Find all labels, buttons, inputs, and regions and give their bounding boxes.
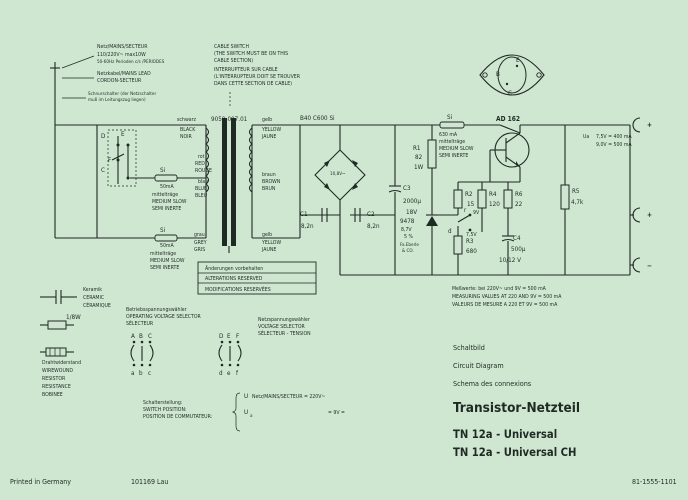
r5-value: 4,7k [571,199,584,206]
wire-yellow-bottom: YELLOW [262,240,282,246]
model-1: TN 12a - Universal [453,428,558,441]
cable-switch-1: CABLE SWITCH [214,44,249,50]
wire-jaune-bottom: JAUNE [262,247,277,253]
legend-wire-1: Drahtwiderstand [42,360,82,366]
mains-selector-de: Netzspannungswähler [258,317,310,323]
tap-9v: 9V [473,210,480,216]
fuse-1-desc-2: MEDIUM SLOW [152,199,187,205]
op-letter-la: a [131,370,135,377]
changes-en: ALTERATIONS RESERVED [205,276,263,282]
legend-wire-4: RESISTANCE [42,384,71,390]
op-selector-en: OPERATING VOLTAGE SELECTOR [126,314,201,320]
op-letter-b: B [139,333,143,340]
wire-blue: BLUE [195,186,207,192]
footer-number: 81-1555-1101 [632,478,677,486]
u-sub-a: a [250,414,253,419]
legend-ceramic-de: Keramik [83,287,102,293]
switch-label-c: C [101,167,105,174]
wire-gelb-bottom: gelb [262,232,273,238]
wire-yellow-top: YELLOW [262,127,282,133]
c4-voltage: 10/12 V [499,257,521,264]
output-spec-2: 9,0V = 500 mA [596,142,632,148]
c1-label: C1 [300,211,308,218]
mains-cable-2: CORDON-SECTEUR [97,78,142,84]
transformer-part-number: 9050-007.01 [211,116,248,123]
switch-position-de: Schalterstellung: [143,400,183,406]
wire-brun: BRUN [262,186,276,192]
cable-switch-2: (THE SWITCH MUST BE ON THIS [214,51,289,57]
pin-b: B [496,71,500,78]
wire-braun: braun [262,172,276,178]
mains-cable-1: Netzkabel/MAINS LEAD [97,71,151,77]
c4-value: 500µ [511,246,526,253]
switch-label-f: F [108,157,112,164]
u-out: = 9V = [328,410,345,416]
wire-blau: blau [198,179,209,185]
c1-value: 8,2n [301,223,314,230]
measure-de: Meßwerte: bei 220V~ und 9V = 500 mA [452,286,546,292]
mains-letter-f: F [236,333,240,340]
legend-ceramic-fr: CÉRAMIQUE [83,303,111,309]
legend-resistor-power: 1/8W [66,314,81,321]
zener-maker-1: Fa.Eberle [400,243,419,248]
mains-switch-2: muß im Leitungszug liegen) [88,98,146,103]
fuse-1-desc-3: SEMI INERTE [152,206,182,212]
transistor-package [480,55,544,95]
title-en: Circuit Diagram [453,361,504,370]
title-fr: Schema des connexions [453,379,532,388]
legend-ceramic-symbol [40,290,77,304]
fuse-2-label: Si [160,227,166,234]
mains-selector-symbol [219,341,241,367]
fuse-1-desc-1: mittelträge [152,192,179,198]
mains-label-1: Netz/MAINS/SECTEUR [97,44,148,50]
u-symbol-1: U [244,393,249,400]
r6-label: R6 [515,191,523,198]
wire-rot: rot [198,154,205,160]
model-2: TN 12a - Universal CH [453,446,577,459]
legend-wire-2: WIREWOUND [42,368,73,374]
op-letter-lb: b [139,370,143,377]
legend-ceramic-en: CERAMIC [83,295,105,301]
mains-selector-en: VOLTAGE SELECTOR [258,324,305,330]
op-letter-a: A [131,333,135,340]
bridge-voltage: 10,8V~ [330,172,346,177]
fuse-1-label: Si [160,167,166,174]
op-letter-lc: c [148,370,152,377]
fuse-3-value: 630 mA [439,132,458,138]
mains-letter-d: D [219,333,224,340]
fuse-2-value: 50mA [160,243,174,249]
fuse-3-desc-3: SEMI INERTE [439,153,469,159]
op-selector-de: Betriebsspannungswähler [126,307,187,313]
output-ua: Ua [583,134,590,140]
tap-r: r [464,207,467,214]
capacitor-c3 [389,125,401,275]
r5-label: R5 [572,188,580,195]
wire-gelb-top: gelb [262,117,273,123]
mains-selector-switch [55,125,209,238]
mains-label-2: 110/220V~ max10W [97,52,146,58]
fuse-2 [55,235,206,241]
title-de: Schaltbild [453,343,485,352]
fuse-2-desc-3: SEMI INERTE [150,265,180,271]
wire-brown: BROWN [262,179,281,185]
bridge-label: B40 C600 Si [300,115,335,122]
terminal-minus: − [647,262,652,270]
legend-resistor-symbol [40,321,74,329]
wire-noir: NOIR [180,134,192,140]
resistor-r3 [454,226,462,275]
resistor-r1 [428,125,436,215]
switch-position-fr: POSITION DE COMMUTATEUR: [143,414,213,420]
switch-label-e: E [121,131,125,138]
wire-red: RED [195,161,205,167]
resistor-r6 [504,182,512,236]
mains-letter-ld: d [219,370,223,377]
fuse-1 [130,175,206,181]
r1-label: R1 [413,145,421,152]
u-mains: Netz/MAINS/SECTEUR = 220V~ [252,394,326,400]
cable-switch-3: CABLE SECTION) [214,58,254,64]
pin-e: E [516,57,520,64]
tap-d: d [448,228,452,235]
transistor-label: AD 162 [496,115,520,123]
bridge-rectifier [315,125,365,275]
c4-label: C4 [513,235,521,242]
resistor-r5 [561,125,569,275]
c3-label: C3 [403,185,411,192]
cable-switch-4: INTERRUPTEUR SUR CABLE [214,67,278,73]
op-letter-c: C [148,333,152,340]
mains-letter-le: e [227,370,231,377]
transformer [206,118,252,253]
wire-grau: grau [194,232,205,238]
wire-gris: GRIS [194,247,206,253]
wire-jaune-top: JAUNE [262,134,277,140]
measure-fr: VALEURS DE MESURE A 220 ET 9V = 500 mA [452,302,558,308]
c3-voltage: 18V [406,209,418,216]
c2-value: 8,2n [367,223,380,230]
footer-code: 101169 Lau [131,478,169,486]
pin-c: C [508,90,512,97]
changes-de: Änderungen vorbehalten [205,266,264,272]
tap-7-5v: 7,5V [466,232,477,238]
c3-value: 2000µ [403,198,422,205]
op-selector-symbol [131,341,153,367]
r2-value: 15 [467,201,475,208]
c2-label: C2 [367,211,375,218]
zener-label: 9478 [400,218,415,225]
op-selector-fr: SÉLECTEUR [126,321,154,327]
fuse-3-desc-1: mittelträge [439,139,466,145]
legend-wire-5: BOBINEE [42,392,63,398]
cable-switch-6: DANS CETTE SECTION DE CABLE) [214,81,292,87]
wire-black: BLACK [180,127,196,133]
r6-value: 22 [515,201,523,208]
output-spec-1: 7,5V = 400 mA [596,134,632,140]
fuse-1-value: 50mA [160,184,174,190]
changes-fr: MODIFICATIONS RESERVÉES [205,287,271,293]
u-symbol-2: U [244,409,249,416]
fuse-2-desc-2: MEDIUM SLOW [150,258,185,264]
wire-grey: GREY [194,240,207,246]
mains-selector-fr: SÉLECTEUR - TENSION [258,331,311,337]
legend-wire-3: RESISTOR [42,376,66,382]
cable-switch-5: (L'INTERRUPTEUR DOIT SE TROUVER [214,74,300,80]
mains-label-3: 50-60Hz Perioden c/s /PERIODES [97,60,165,65]
zener-voltage: 8,7V [401,227,412,233]
r4-value: 120 [489,201,500,208]
terminal-plus-top: + [647,121,652,129]
mains-plug [50,56,94,238]
mains-letter-e: E [227,333,231,340]
r3-label: R3 [466,238,474,245]
fuse-2-desc-1: mittelträge [150,251,177,257]
wire-rouge: ROUGE [195,168,212,174]
fuse-3-label: Si [447,114,453,121]
wire-schwarz: schwarz [177,117,196,123]
r2-label: R2 [465,191,473,198]
footer-printed: Printed in Germany [10,478,72,486]
zener-diode [426,215,458,275]
r4-label: R4 [489,191,497,198]
switch-position-brace [233,393,240,431]
fuse-3 [440,122,500,128]
mains-switch-1: Schnurschalter (der Netzschalter [88,92,157,97]
r1-value: 82 [415,154,423,161]
fuse-3-desc-2: MEDIUM SLOW [439,146,474,152]
switch-label-d: D [101,133,106,140]
wire-bleu: BLEU [195,193,208,199]
r3-value: 680 [466,248,477,255]
measure-en: MEASURING VALUES AT 220 AND 9V = 500 mA [452,294,562,300]
mains-letter-lf: f [236,370,238,377]
terminal-plus: + [647,211,652,219]
switch-position-en: SWITCH POSITION: [143,407,187,413]
resistor-r4 [478,182,486,232]
zener-maker-2: & CO. [402,249,414,254]
legend-wirewound-symbol [40,348,74,356]
zener-tolerance: 5 % [404,234,413,240]
r1-power: 1W [414,164,424,171]
output-voltage-selector [458,214,471,232]
main-title: Transistor-Netzteil [453,400,581,416]
